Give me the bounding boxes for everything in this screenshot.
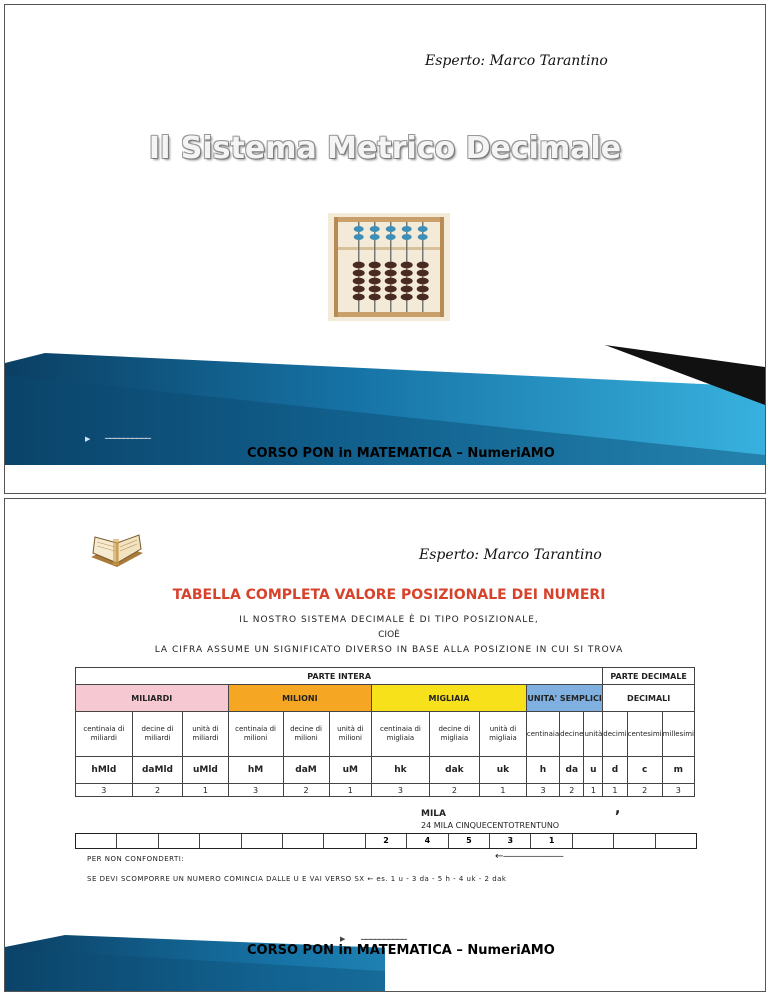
group-unita-semplici: UNITA' SEMPLICI: [526, 685, 602, 712]
intro-line-1: IL NOSTRO SISTEMA DECIMALE È DI TIPO POSIZIONALE,: [239, 615, 539, 625]
col-label: decine: [560, 712, 584, 757]
col-label: centinaia di miliardi: [76, 712, 133, 757]
col-label: centinaia di migliaia: [372, 712, 430, 757]
decimal-comma: ,: [615, 801, 621, 817]
col-symbol: dak: [429, 757, 479, 784]
example-cell: [200, 834, 241, 848]
parte-intera-header: PARTE INTERA: [76, 668, 603, 685]
col-digit: 3: [526, 784, 559, 797]
book-icon: [87, 533, 147, 575]
bullet-icon: ▶: [85, 435, 91, 443]
example-cell: 5: [449, 834, 490, 848]
slide-1: [4, 4, 766, 494]
arrow-left-icon: ←――――――: [495, 851, 564, 862]
example-cell: 2: [366, 834, 407, 848]
col-symbol: hk: [372, 757, 430, 784]
col-label: unità di miliardi: [183, 712, 228, 757]
col-symbol: uMld: [183, 757, 228, 784]
expert-label: Esperto: Marco Tarantino: [419, 547, 602, 563]
intro-line-3: LA CIFRA ASSUME UN SIGNIFICATO DIVERSO IN BASE ALLA POSIZIONE IN CUI SI TROVA: [154, 645, 624, 655]
example-cell: [283, 834, 324, 848]
intro-line-2: CIOÈ: [378, 630, 400, 640]
place-value-table: [65, 577, 713, 895]
example-cell: [573, 834, 614, 848]
dashes: __________: [105, 426, 150, 439]
col-label: centesimi: [627, 712, 662, 757]
col-symbol: uM: [329, 757, 372, 784]
col-digit: 3: [76, 784, 133, 797]
col-digit: 3: [372, 784, 430, 797]
col-digit: 2: [627, 784, 662, 797]
col-symbol: daMld: [132, 757, 183, 784]
col-symbol: d: [603, 757, 627, 784]
parte-decimale-header: PARTE DECIMALE: [603, 668, 695, 685]
group-decimali: DECIMALI: [603, 685, 695, 712]
footer-text: CORSO PON in MATEMATICA – NumeriAMO: [247, 943, 555, 958]
col-label: decine di milioni: [283, 712, 329, 757]
col-digit: 3: [228, 784, 283, 797]
example-text: 24 MILA CINQUECENTOTRENTUNO: [421, 821, 560, 830]
group-milioni: MILIONI: [228, 685, 372, 712]
col-label: centinaia di milioni: [228, 712, 283, 757]
col-label: unità di milioni: [329, 712, 372, 757]
dashes: __________: [361, 927, 406, 940]
col-symbol: c: [627, 757, 662, 784]
example-cell: [614, 834, 655, 848]
example-cell: [76, 834, 117, 848]
place-value-grid: [75, 667, 695, 797]
col-symbol: daM: [283, 757, 329, 784]
blue-wave-band: [5, 345, 765, 493]
mila-label: MILA: [421, 809, 447, 819]
expert-label: Esperto: Marco Tarantino: [425, 53, 608, 69]
example-cell: [324, 834, 365, 848]
group-miliardi: MILIARDI: [76, 685, 229, 712]
slide-2: [4, 498, 766, 992]
col-symbol: m: [662, 757, 694, 784]
footer-text: CORSO PON in MATEMATICA – NumeriAMO: [247, 446, 555, 461]
col-symbol: da: [560, 757, 584, 784]
page-title: Il Sistema Metrico Decimale: [148, 131, 622, 166]
col-digit: 1: [329, 784, 372, 797]
example-cell: 4: [407, 834, 448, 848]
col-digit: 3: [662, 784, 694, 797]
col-label: unità: [584, 712, 603, 757]
example-cell: [159, 834, 200, 848]
group-migliaia: MIGLIAIA: [372, 685, 527, 712]
col-label: decine di migliaia: [429, 712, 479, 757]
col-symbol: hM: [228, 757, 283, 784]
bullet-icon: ▶: [340, 935, 346, 943]
col-label: decimi: [603, 712, 627, 757]
col-symbol: uk: [480, 757, 527, 784]
example-cell: [656, 834, 696, 848]
col-label: centinaia: [526, 712, 559, 757]
col-digit: 1: [183, 784, 228, 797]
example-cell: 3: [490, 834, 531, 848]
col-digit: 2: [283, 784, 329, 797]
col-digit: 1: [603, 784, 627, 797]
col-digit: 2: [560, 784, 584, 797]
example-row: [75, 833, 697, 849]
table-title: TABELLA COMPLETA VALORE POSIZIONALE DEI NUMERI: [172, 587, 606, 603]
col-label: unità di migliaia: [480, 712, 527, 757]
col-digit: 1: [480, 784, 527, 797]
col-label: millesimi: [662, 712, 694, 757]
col-symbol: hMld: [76, 757, 133, 784]
col-digit: 2: [429, 784, 479, 797]
col-digit: 2: [132, 784, 183, 797]
example-cell: [242, 834, 283, 848]
col-symbol: u: [584, 757, 603, 784]
abacus-image: [328, 213, 450, 321]
note-heading: PER NON CONFONDERTI:: [87, 855, 185, 863]
col-symbol: h: [526, 757, 559, 784]
col-digit: 1: [584, 784, 603, 797]
note-text: SE DEVI SCOMPORRE UN NUMERO COMINCIA DALLE U E VAI VERSO SX ← es. 1 u - 3 da - 5 h - 4 uk - 2 dak: [87, 875, 507, 883]
example-cell: [117, 834, 158, 848]
col-label: decine di miliardi: [132, 712, 183, 757]
example-cell: 1: [531, 834, 572, 848]
